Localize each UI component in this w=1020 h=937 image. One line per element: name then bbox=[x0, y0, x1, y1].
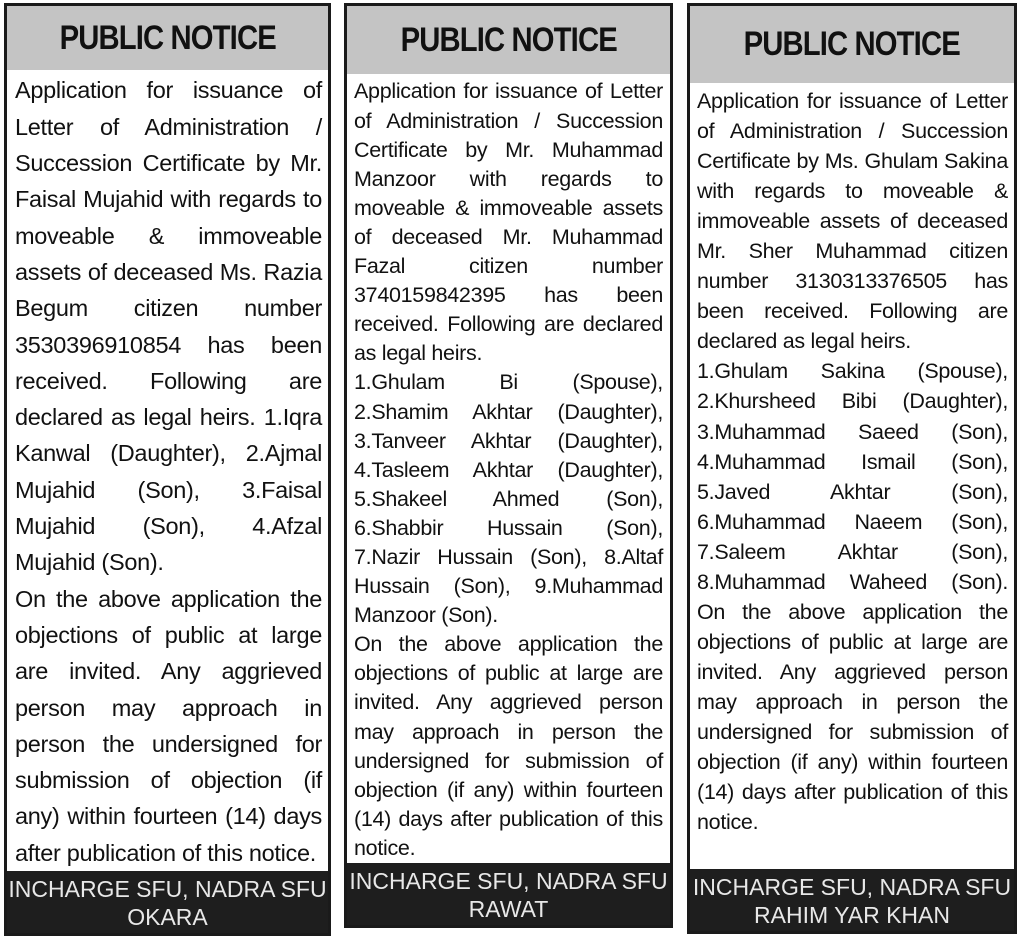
notice-footer bbox=[690, 869, 1014, 931]
heir-item: 6.Shabbir Hussain (Son), bbox=[354, 515, 663, 540]
footer-office: INCHARGE SFU, NADRA SFU bbox=[692, 874, 1012, 900]
notice-intro: Application for issuance of Letter of Administration / Succession Certificate by Mr. Faisal Mujahid with regards to moveable & immoveable assets of deceased Ms. Razia Begum citizen number 3530396910854 has been received. Following are declared as legal heirs. 1.Iqra Kanwal (Daughter), 2.Ajmal Mujahid (Son), 3.Faisal Mujahid (Son), 4.Afzal Mujahid (Son). bbox=[15, 77, 322, 576]
footer-location: RAHIM YAR KHAN bbox=[754, 902, 950, 928]
public-notice-rahim-yar-khan bbox=[687, 3, 1017, 934]
notice-footer bbox=[7, 871, 328, 933]
heirs-list bbox=[354, 368, 663, 543]
heirs-tail: 7.Nazir Hussain (Son), 8.Altaf Hussain (Son), 9.Muhammad Manzoor (Son). bbox=[354, 544, 663, 628]
notice-closing: On the above application the objections of public at large are invited. Any aggrieved person may approach in person the undersigned for submission of objection (if any) within fourteen (14) days after publication of this notice. bbox=[354, 632, 663, 860]
notice-body bbox=[690, 83, 1014, 869]
heir-item: 7.Saleem Akhtar (Son), bbox=[697, 539, 1008, 564]
notice-intro: Application for issuance of Letter of Administration / Succession Certificate by Mr. Muhammad Manzoor with regards to moveable & immoveable assets of deceased Mr. Muhammad Fazal citizen number 3740159842395 has been received. Following are declared as legal heirs. bbox=[354, 79, 663, 366]
heir-item: 3.Muhammad Saeed (Son), bbox=[697, 419, 1008, 444]
heir-item: 3.Tanveer Akhtar (Daughter), bbox=[354, 428, 663, 453]
public-notice-okara bbox=[4, 3, 331, 936]
notice-heading: PUBLIC NOTICE bbox=[347, 6, 670, 74]
heir-item: 6.Muhammad Naeem (Son), bbox=[697, 509, 1008, 534]
notice-intro: Application for issuance of Letter of Administration / Succession Certificate by Ms. Ghulam Sakina with regards to moveable & immoveable assets of deceased Mr. Sher Muhammad citizen number 3130313376505 has been received. Following are declared as legal heirs. bbox=[697, 89, 1008, 354]
notice-heading: PUBLIC NOTICE bbox=[7, 6, 328, 70]
heir-item: 2.Shamim Akhtar (Daughter), bbox=[354, 399, 663, 424]
heir-item: 2.Khursheed Bibi (Daughter), bbox=[697, 389, 1008, 414]
notice-footer bbox=[347, 863, 670, 925]
heir-item: 8.Muhammad Waheed (Son). bbox=[697, 569, 1008, 594]
heir-item: 5.Javed Akhtar (Son), bbox=[697, 479, 1008, 504]
notice-body bbox=[7, 70, 328, 871]
heir-item: 1.Ghulam Sakina (Spouse), bbox=[697, 359, 1008, 384]
notice-heading: PUBLIC NOTICE bbox=[690, 6, 1014, 83]
heir-item: 4.Muhammad Ismail (Son), bbox=[697, 449, 1008, 474]
public-notice-rawat bbox=[344, 3, 673, 928]
footer-office: INCHARGE SFU, NADRA SFU bbox=[349, 868, 668, 894]
footer-location: RAWAT bbox=[468, 896, 549, 922]
footer-office: INCHARGE SFU, NADRA SFU bbox=[8, 876, 327, 902]
heir-item: 1.Ghulam Bi (Spouse), bbox=[354, 370, 663, 395]
footer-location: OKARA bbox=[127, 904, 208, 930]
heir-item: 5.Shakeel Ahmed (Son), bbox=[354, 486, 663, 511]
heir-item: 4.Tasleem Akhtar (Daughter), bbox=[354, 457, 663, 482]
notice-body bbox=[347, 74, 670, 863]
heirs-list bbox=[697, 356, 1008, 596]
notice-closing: On the above application the objections of public at large are invited. Any aggrieved person may approach in person the undersigned for submission of objection (if any) within fourteen (14) days after publication of this notice. bbox=[697, 599, 1008, 835]
notice-closing: On the above application the objections of public at large are invited. Any aggrieved person may approach in person the undersigned for submission of objection (if any) within fourteen (14) days after publication of this notice. bbox=[15, 585, 322, 866]
